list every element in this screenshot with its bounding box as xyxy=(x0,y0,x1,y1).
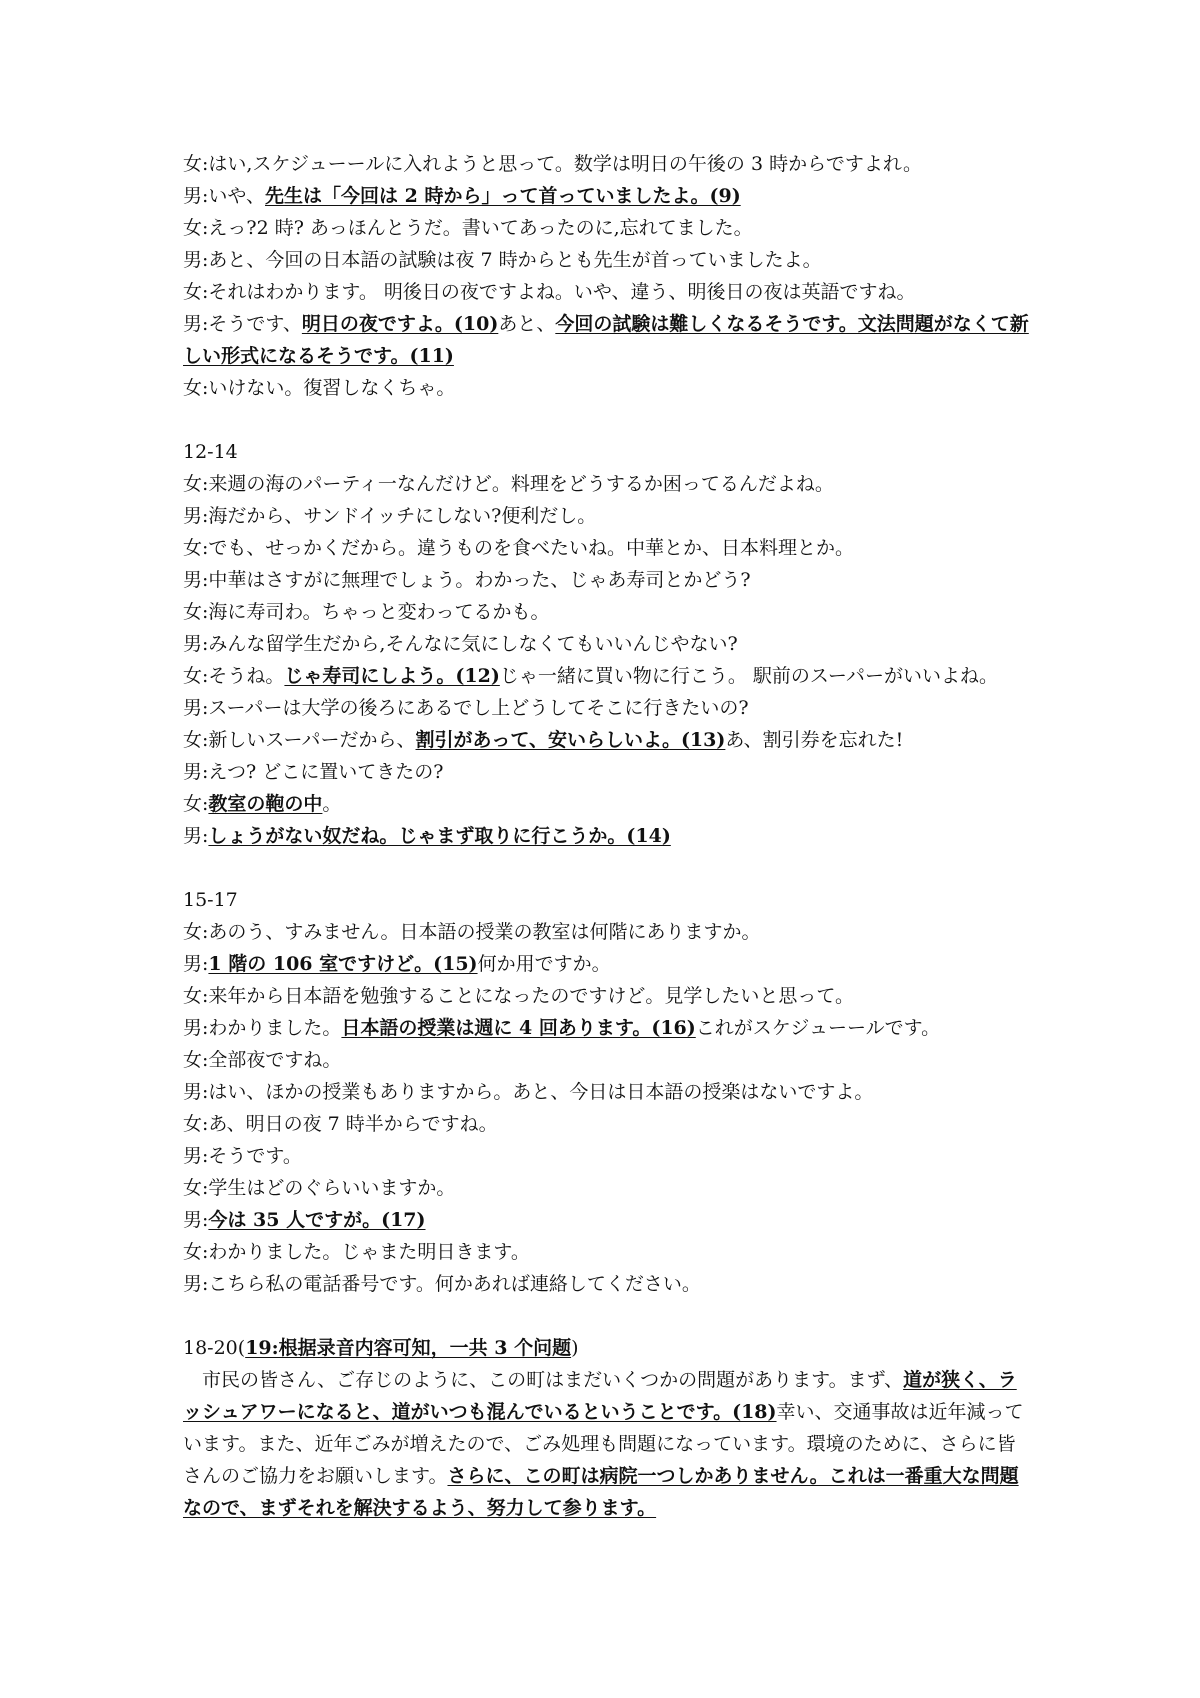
transcript-line xyxy=(183,660,1029,692)
transcript-line xyxy=(183,1236,1029,1268)
transcript-text: 男:こちら私の電話番号です。何かあれば連絡してください。 xyxy=(183,1273,701,1295)
transcript-line xyxy=(183,948,1029,980)
spacer xyxy=(183,404,1029,436)
answer-underline: じゃ寿司にしよう。(12) xyxy=(284,665,500,687)
section-heading-note: 19:根据录音内容可知，一共 3 个问题 xyxy=(245,1337,572,1359)
transcript-text: 女:えっ?2 時? あっほんとうだ。書いてあったのに,忘れてました。 xyxy=(183,217,753,239)
transcript-text: 男:スーパーは大学の後ろにあるでし上どうしてそこに行きたいの? xyxy=(183,697,749,719)
transcript-text: 女: xyxy=(183,793,209,815)
answer-underline: 1 階の 106 室ですけど。(15) xyxy=(208,953,478,975)
transcript-text: 女:あのう、すみません。日本語の授業の教室は何階にありますか。 xyxy=(183,921,761,943)
transcript-line xyxy=(183,148,1029,180)
transcript-text: 男:中華はさすがに無理でしょう。わかった、じゃあ寿司とかどう? xyxy=(183,569,751,591)
section-heading-18-20 xyxy=(183,1332,1029,1364)
transcript-text: 女:来週の海のパーティ一なんだけど。料理をどうするか困ってるんだよね。 xyxy=(183,473,834,495)
transcript-text: 女:来年から日本語を勉強することになったのですけど。見学したいと思って。 xyxy=(183,985,855,1007)
transcript-line xyxy=(183,1140,1029,1172)
dialogue-15-17 xyxy=(183,916,1029,1300)
transcript-text: 男:わかりました。 xyxy=(183,1017,342,1039)
transcript-text: 。 xyxy=(322,793,342,815)
transcript-line xyxy=(183,276,1029,308)
answer-underline: 日本語の授業は週に 4 回あります。(16) xyxy=(341,1017,696,1039)
transcript-text: 男:はい、ほかの授業もありますから。あと、今日は日本語の授楽はないですよ。 xyxy=(183,1081,874,1103)
transcript-text: 幸い、交通事故は近年減っています。また、近年ごみが増えたので、ごみ処理も問題になっています。環境のために、さらに皆さんのご協力をお願いします。 xyxy=(183,1401,1024,1487)
transcript-text: 男:そうです。 xyxy=(183,1145,302,1167)
transcript-text: 男:みんな留学生だから,そんなに気にしなくてもいいんじやない? xyxy=(183,633,738,655)
transcript-text: これがスケジューールです。 xyxy=(695,1017,941,1039)
transcript-text: 女:海に寿司わ。ちゃっと変わってるかも。 xyxy=(183,601,550,623)
transcript-line xyxy=(183,468,1029,500)
document-page xyxy=(183,148,1029,1524)
transcript-line xyxy=(183,1108,1029,1140)
transcript-line xyxy=(183,916,1029,948)
transcript-text: 男:あと、今回の日本語の試験は夜 7 時からとも先生が首っていましたよ。 xyxy=(183,249,822,271)
answer-underline: しょうがない奴だね。じゃまず取りに行こうか。(14) xyxy=(208,825,671,847)
transcript-line xyxy=(183,596,1029,628)
dialogue-9-11 xyxy=(183,148,1029,404)
transcript-line xyxy=(183,1044,1029,1076)
transcript-line xyxy=(183,724,1029,756)
transcript-text: 女:はい,スケジューールに入れようと思って。数学は明日の午後の 3 時からですよれ。 xyxy=(183,153,923,175)
transcript-line xyxy=(183,1012,1029,1044)
transcript-text: 男: xyxy=(183,825,209,847)
transcript-line xyxy=(183,308,1029,372)
transcript-line xyxy=(183,180,1029,212)
section-heading-suffix: ) xyxy=(571,1337,579,1359)
transcript-text: 女:わかりました。じゃまた明日きます。 xyxy=(183,1241,530,1263)
answer-underline: 道が狭く、ラッシュアワーになると、道がいつも混んでいるということです。(18) xyxy=(183,1369,1017,1423)
answer-underline: 今は 35 人ですが。(17) xyxy=(208,1209,426,1231)
transcript-text: 女:新しいスーパーだから、 xyxy=(183,729,416,751)
answer-underline: 先生は「今回は 2 時から」って首っていましたよ。(9) xyxy=(265,185,741,207)
transcript-line xyxy=(183,500,1029,532)
transcript-text: 男: xyxy=(183,1209,209,1231)
transcript-text: 男:海だから、サンドイッチにしない?便利だし。 xyxy=(183,505,597,527)
transcript-text: 女:そうね。 xyxy=(183,665,285,687)
transcript-text: 女:それはわかります。 明後日の夜ですよね。いや、違う、明後日の夜は英語ですね。 xyxy=(183,281,916,303)
transcript-text: 男:いや、 xyxy=(183,185,266,207)
transcript-text: あ、割引券を忘れた! xyxy=(725,729,904,751)
transcript-line xyxy=(183,692,1029,724)
transcript-text: 女:でも、せっかくだから。違うものを食べたいね。中華とか、日本料理とか。 xyxy=(183,537,855,559)
answer-underline: 今回の試験は難しくなるそうです。文法問題がなくて新しい形式になるそうです。(11) xyxy=(183,313,1029,367)
dialogue-12-14 xyxy=(183,468,1029,852)
monologue-18-20 xyxy=(183,1364,1029,1524)
transcript-line xyxy=(183,372,1029,404)
transcript-text: 男: xyxy=(183,953,209,975)
spacer xyxy=(183,852,1029,884)
transcript-line xyxy=(183,980,1029,1012)
transcript-line xyxy=(183,756,1029,788)
transcript-line xyxy=(183,532,1029,564)
transcript-line xyxy=(183,244,1029,276)
answer-underline: 明日の夜ですよ。(10) xyxy=(301,313,499,335)
answer-underline: さらに、この町は病院一つしかありません。これは一番重大な問題なので、まずそれを解決するよう、努力して参ります。 xyxy=(183,1465,1019,1519)
transcript-text: 女:あ、明日の夜 7 時半からですね。 xyxy=(183,1113,498,1135)
transcript-line xyxy=(183,564,1029,596)
transcript-line xyxy=(183,212,1029,244)
transcript-text: 女:いけない。復習しなくちゃ。 xyxy=(183,377,456,399)
transcript-line xyxy=(183,1076,1029,1108)
answer-underline: 教室の鞄の中 xyxy=(208,793,323,815)
spacer xyxy=(183,1300,1029,1332)
transcript-text: 男:えつ? どこに置いてきたの? xyxy=(183,761,444,783)
answer-underline: 割引があって、安いらしいよ。(13) xyxy=(415,729,726,751)
transcript-text: じゃ一緒に買い物に行こう。 駅前のスーパーがいいよね。 xyxy=(499,665,998,687)
section-heading-prefix: 18-20( xyxy=(183,1337,246,1359)
transcript-text: 何か用ですか。 xyxy=(477,953,611,975)
transcript-text: あと、 xyxy=(498,313,556,335)
transcript-text: 女:学生はどのぐらいいますか。 xyxy=(183,1177,456,1199)
section-heading-15-17: 15-17 xyxy=(183,889,238,911)
transcript-line xyxy=(183,1364,1029,1524)
transcript-text: 市民の皆さん、ご存じのように、この町はまだいくつかの問題があります。まず、 xyxy=(202,1369,904,1391)
transcript-line xyxy=(183,1172,1029,1204)
transcript-line xyxy=(183,1204,1029,1236)
transcript-text: 女:全部夜ですね。 xyxy=(183,1049,342,1071)
section-heading-12-14: 12-14 xyxy=(183,441,238,463)
transcript-line xyxy=(183,820,1029,852)
transcript-line xyxy=(183,1268,1029,1300)
transcript-text: 男:そうです、 xyxy=(183,313,302,335)
transcript-line xyxy=(183,628,1029,660)
transcript-line xyxy=(183,788,1029,820)
